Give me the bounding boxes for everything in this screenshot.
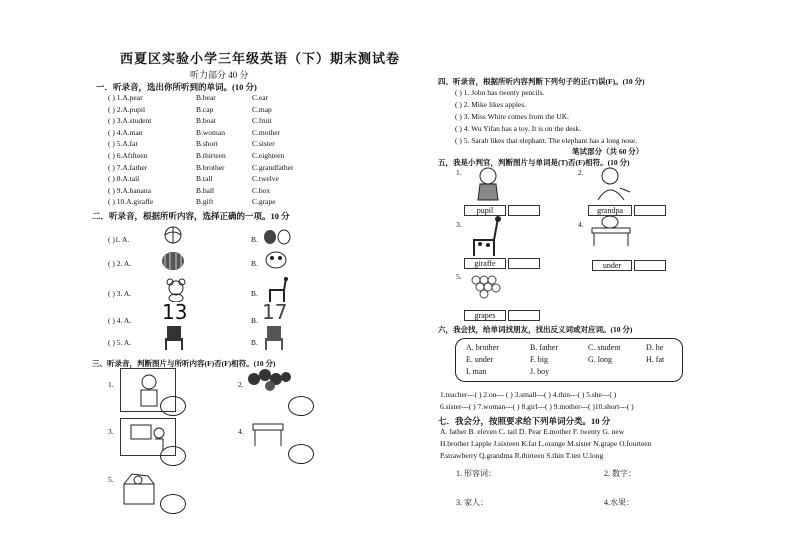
s1-row-1-c: C.ear <box>252 93 269 102</box>
page-title: 西夏区实验小学三年级英语（下）期末测试卷 <box>120 51 401 66</box>
s1-row-7-c: C.grandfather <box>252 162 294 172</box>
word-bank-j: J. boy <box>530 367 550 376</box>
s2-row-1-label: ( )1. A. <box>108 235 130 244</box>
s3-label-1: 1. <box>108 380 114 389</box>
s1-row-8-c: C.twelve <box>252 174 279 184</box>
s2-row-3-label: ( ) 3. A. <box>108 289 132 298</box>
watermelon-icon <box>160 250 186 272</box>
section-1-heading: 一．听录音，选出你所听到的单词。(10 分) <box>96 82 257 92</box>
s5-num-5: 5. <box>456 272 462 281</box>
s5-answer-3[interactable] <box>508 258 540 269</box>
s5-answer-4[interactable] <box>634 260 666 271</box>
s7-words-line-3: P.strawberry Q.grandma R.thirteen S.thin T.ten U.long <box>440 451 604 460</box>
s7-words-line-2: H.brother I.apple J.sixteen K.fat L.orange M.sister N.grape O.fourteen <box>440 439 652 448</box>
number-17-image: 17 <box>262 300 288 324</box>
s1-row-3-b: B.boat <box>196 116 216 126</box>
grandpa-icon <box>590 166 632 204</box>
word-bank-d: D. he <box>646 343 664 352</box>
s5-word-3: giraffe <box>464 258 506 269</box>
written-heading: 笔试部分（共 60 分） <box>572 147 644 156</box>
s7-words-line-1: A. father B. eleven C. tail D. Pear E.mother F. twenty G. new <box>440 427 625 436</box>
s1-row-8-b: B.tall <box>196 174 213 184</box>
section-3-heading: 三、听录音，判断图片与所听内容(F)否(F)相符。(10 分) <box>92 359 276 368</box>
s1-row-2-c: C.map <box>252 104 272 114</box>
s5-word-5: grapes <box>464 310 506 321</box>
s3-label-4: 4. <box>238 427 244 436</box>
s1-row-6-c: C.eighteen <box>252 151 285 160</box>
s3-answer-circle-2[interactable] <box>288 396 314 416</box>
s1-row-2-b: B.cap <box>196 104 214 114</box>
s2-row-2-label: ( ) 2. A. <box>108 259 132 268</box>
s1-row-8-num: ( ) 8.A.tail <box>108 174 140 184</box>
s5-answer-2[interactable] <box>634 205 666 216</box>
grapes-icon <box>466 272 506 308</box>
s5-num-4: 4. <box>578 220 584 229</box>
pupil-boy-icon <box>468 166 508 204</box>
section-5-heading: 五，我是小判官，判断图片与单词是(T)否(F)相符。(10 分) <box>438 158 630 167</box>
s1-row-3-c: C.fruit <box>252 116 272 126</box>
s1-row-10-c: C.grape <box>252 197 276 207</box>
fruit-icon <box>262 227 292 245</box>
s2-row-2-b: B. <box>251 259 258 268</box>
s1-row-5-num: ( ) 5.A.fat <box>108 139 138 149</box>
s5-word-4: under <box>592 260 632 271</box>
s1-row-10-b: B.gift <box>196 197 214 207</box>
word-bank-b: B. father <box>530 343 558 352</box>
s4-row-2: ( ) 2. Mike likes apples. <box>455 100 527 109</box>
ball-icon <box>162 226 184 244</box>
s3-label-5: 5. <box>108 475 114 484</box>
s1-row-9-b: B.ball <box>196 185 215 195</box>
s1-row-4-num: ( ) 4.A.man <box>108 127 143 137</box>
s2-row-3-b: B. <box>251 289 258 298</box>
s2-row-4-b: B. <box>251 316 258 325</box>
s1-row-6-b: B.thirteen <box>196 151 226 160</box>
teacher-icon <box>135 373 163 409</box>
word-bank-h: H. fat <box>646 355 665 364</box>
listening-heading: 听力部分 40 分 <box>190 70 249 80</box>
word-bank-i: I. man <box>466 367 487 376</box>
s5-answer-5[interactable] <box>508 310 540 321</box>
s1-row-7-num: ( ) 7.A.father <box>108 162 148 172</box>
chair-icon-b <box>262 324 286 350</box>
s4-row-1: ( ) 1. John has twenty pencils. <box>455 88 545 97</box>
s2-row-5-label: ( ) 5. A. <box>108 338 132 347</box>
s3-label-2: 2. <box>238 380 244 389</box>
s3-answer-circle-4[interactable] <box>288 444 314 464</box>
number-13-image: 13 <box>162 300 188 324</box>
s5-word-1: pupil <box>464 205 506 216</box>
s2-row-4-label: ( ) 4. A. <box>108 316 132 325</box>
s1-row-4-c: C.mother <box>252 127 281 137</box>
section-4-heading: 四、听录音，根据所听内容判断下列句子的正(T)误(F)。(10 分) <box>438 77 645 86</box>
s5-answer-1[interactable] <box>508 205 540 216</box>
s1-row-9-c: C.box <box>252 185 271 195</box>
section-6-heading: 六，我会找，给单词找朋友，找出反义词或对应词。(10 分) <box>438 325 633 334</box>
s7-category-numbers: 2. 数字： <box>604 469 636 478</box>
desk-icon <box>250 418 286 448</box>
s1-row-5-c: C.sister <box>252 139 275 149</box>
s5-num-2: 2. <box>578 168 584 177</box>
s5-word-2: grandpa <box>588 205 632 216</box>
s7-category-fruits: 4.水果： <box>604 498 634 507</box>
s1-row-2-num: ( ) 2.A.pupil <box>108 104 146 114</box>
s2-row-5-b: B. <box>251 338 258 347</box>
s1-row-1-num: ( ) 1.A.pear <box>108 93 143 102</box>
section-7-heading: 七．我会分，按照要求给下列单词分类。10 分 <box>438 416 611 426</box>
s7-category-family: 3. 家人： <box>456 498 488 507</box>
s2-row-1-b: B. <box>251 235 258 244</box>
s7-category-adjectives: 1. 形容词： <box>456 469 496 478</box>
s3-label-3: 3. <box>108 427 114 436</box>
word-bank-e: E. under <box>466 355 494 364</box>
s6-match-line-1: 1.teacher---( ) 2.on--- ( ) 3.small---( ) 4.thin---( ) 5.she---( ) <box>440 390 617 399</box>
cat-icon <box>262 246 290 270</box>
word-bank-c: C. student <box>588 343 621 352</box>
s3-answer-circle-1[interactable] <box>160 396 186 416</box>
s1-row-5-b: B.short <box>196 139 218 149</box>
chair-icon <box>162 324 186 350</box>
giraffe-icon <box>466 214 506 258</box>
s1-row-3-num: ( ) 3.A.student <box>108 116 152 126</box>
s1-row-7-b: B.brother <box>196 162 225 172</box>
s3-answer-circle-3[interactable] <box>160 446 186 466</box>
s5-num-1: 1. <box>456 168 462 177</box>
toy-box-icon <box>118 470 162 506</box>
s1-row-1-b: B.bear <box>196 93 216 102</box>
s5-num-3: 3. <box>456 220 462 229</box>
s3-answer-circle-5[interactable] <box>160 494 186 514</box>
s6-match-line-2: 6.sister---( ) 7.woman---( ) 8.girl---( ) 9.mother---( )10.short---( ) <box>440 402 634 411</box>
s4-row-3: ( ) 3. Miss White comes from the UK. <box>455 112 570 121</box>
s4-row-4: ( ) 4. Wu Yifan has a toy. It is on the desk. <box>455 124 582 133</box>
s4-row-5: ( ) 5. Sarah likes that elephant. The elephant has a long nose. <box>455 136 638 145</box>
apples-icon <box>246 366 292 392</box>
s1-row-10-num: ( ) 10.A.giraffe <box>108 197 154 207</box>
bear-icon <box>164 278 188 302</box>
word-bank-f: F. big <box>530 355 549 364</box>
cat-under-table-icon <box>588 214 636 248</box>
s1-row-9-num: ( ) 9.A.banana <box>108 185 151 195</box>
s1-row-6-num: ( ) 6.Afifteen <box>108 151 148 160</box>
word-bank-a: A. brother <box>466 343 499 352</box>
s1-row-4-b: B.woman <box>196 127 225 137</box>
word-bank-g: G. long <box>588 355 612 364</box>
section-2-heading: 二．听录音，根据所听内容，选择正确的一项。10 分 <box>92 211 290 221</box>
